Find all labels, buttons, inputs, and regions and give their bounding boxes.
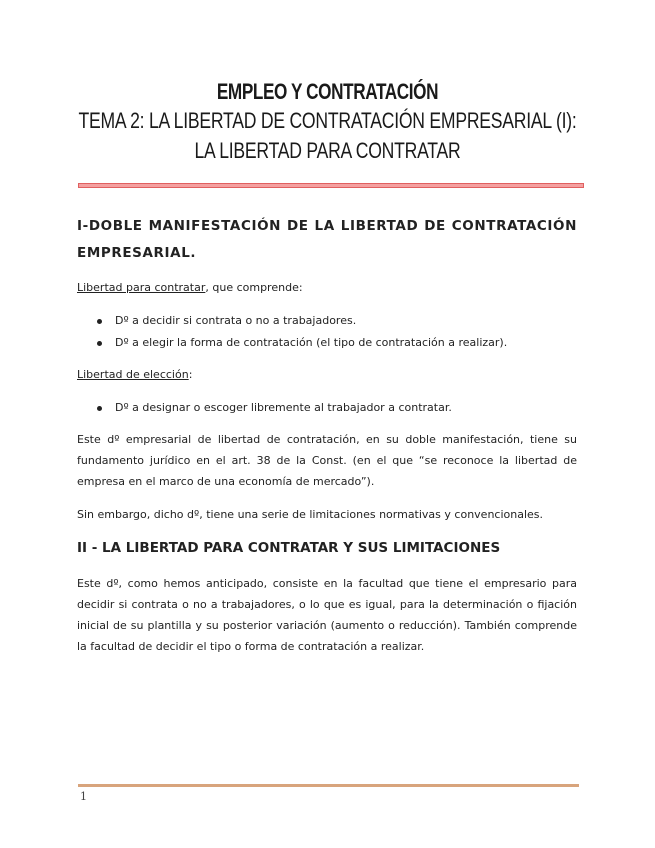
libertad-eleccion-label: Libertad de elección [77, 368, 189, 381]
section-1-paragraph-1: Este dº empresarial de libertad de contratación, en su doble manifestación, tiene su fundamento jurídico en el art. 38 de la Const. (en el que “se reconoce la libertad de empresa en el marco de una economía de mercado”). [77, 433, 577, 488]
libertad-eleccion-suffix: : [188, 368, 193, 381]
document-header [0, 78, 655, 166]
libertad-contratar-intro [77, 277, 577, 298]
section-1-paragraph-2: Sin embargo, dicho dº, tiene una serie de limitaciones normativas y convencionales. [77, 508, 544, 521]
section-1-heading: I-DOBLE MANIFESTACIÓN DE LA LIBERTAD DE CONTRATACIÓN EMPRESARIAL. [77, 218, 577, 261]
eleccion-list [77, 397, 577, 419]
list-item: Dº a elegir la forma de contratación (el tipo de contratación a realizar). [115, 332, 577, 354]
list-item: Dº a designar o escoger libremente al trabajador a contratar. [115, 397, 577, 419]
document-subtitle-line-1: TEMA 2: LA LIBERTAD DE CONTRATACIÓN EMPRESARIAL (I): [78, 108, 577, 133]
libertad-contratar-label: Libertad para contratar [77, 281, 206, 294]
header-divider [78, 183, 584, 188]
document-body [77, 213, 577, 669]
document-title: EMPLEO Y CONTRATACIÓN [216, 79, 439, 104]
footer-divider [78, 784, 579, 787]
document-subtitle-line-2: LA LIBERTAD PARA CONTRATAR [194, 138, 461, 163]
libertad-contratar-suffix: , que comprende: [205, 281, 303, 294]
section-2-paragraph-1: Este dº, como hemos anticipado, consiste en la facultad que tiene el empresario para decidir si contrata o no a trabajadores, o lo que es igual, para la determinación o fijación inicial de su plantilla y su posterior variación (aumento o reducción). También comprende la facultad de decidir el tipo o forma de contratación a realizar. [77, 577, 577, 653]
section-2-heading: II - LA LIBERTAD PARA CONTRATAR Y SUS LIMITACIONES [77, 540, 501, 556]
libertad-eleccion-intro [77, 364, 577, 385]
contratar-list [77, 310, 577, 354]
list-item: Dº a decidir si contrata o no a trabajadores. [115, 310, 577, 332]
page-number: 1 [80, 790, 87, 803]
